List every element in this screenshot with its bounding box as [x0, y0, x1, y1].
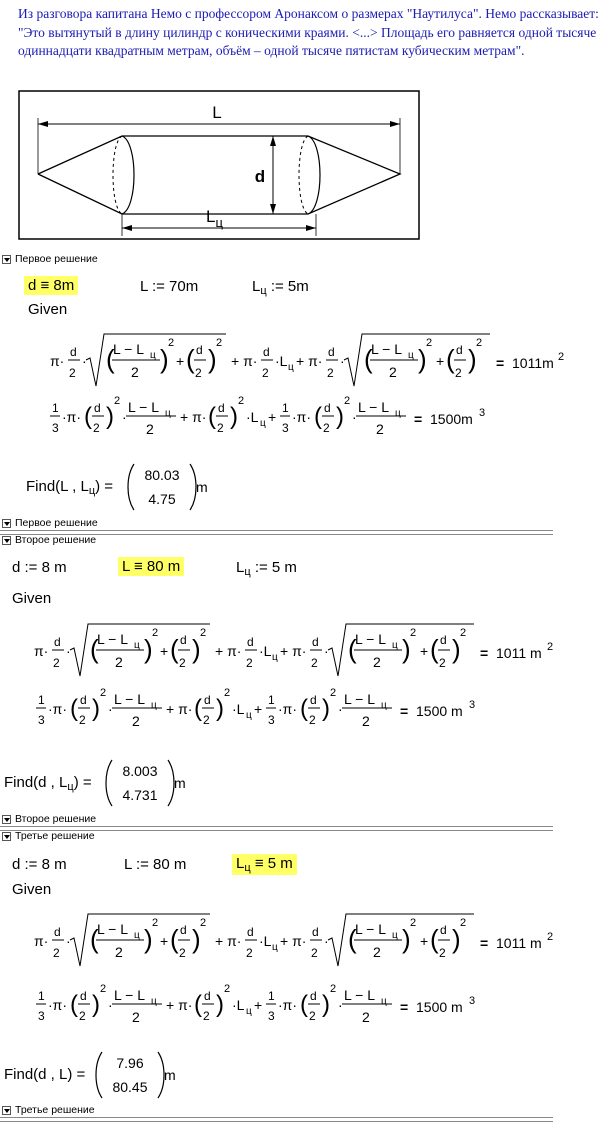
- svg-text:L − L: L − L: [355, 921, 387, 937]
- find-value: 80.03: [144, 467, 180, 483]
- given-label: Given: [28, 301, 68, 318]
- svg-text:+ π·: + π·: [166, 701, 193, 717]
- svg-text:2: 2: [547, 931, 554, 943]
- svg-text:·: ·: [108, 701, 113, 717]
- svg-text:ц: ц: [392, 640, 398, 651]
- svg-text:2: 2: [373, 654, 381, 670]
- svg-text:2: 2: [246, 946, 253, 960]
- eq1-rhs: 1011 m: [496, 935, 542, 951]
- svg-text:+: +: [420, 643, 429, 659]
- collapse-toggle-icon[interactable]: [2, 536, 11, 545]
- svg-text:·: ·: [338, 701, 343, 717]
- svg-text:2: 2: [146, 421, 154, 437]
- given-label: Given: [12, 590, 52, 607]
- svg-text:·L: ·L: [259, 933, 272, 949]
- svg-text:·: ·: [108, 997, 113, 1013]
- find-call[interactable]: Find(L , $L_ц$) =: [26, 478, 114, 497]
- equation-area[interactable]: [32, 620, 602, 680]
- svg-text:2: 2: [93, 421, 100, 435]
- nautilus-diagram: [18, 90, 420, 242]
- svg-text:+ π·: + π·: [280, 933, 307, 949]
- svg-text:2: 2: [330, 687, 337, 699]
- region-title: Третье решение: [15, 1104, 95, 1116]
- svg-text:d: d: [70, 345, 77, 359]
- svg-text:+: +: [160, 643, 169, 659]
- svg-text:L − L: L − L: [355, 631, 387, 647]
- svg-text:3: 3: [479, 407, 486, 419]
- svg-text:2: 2: [53, 656, 60, 670]
- svg-text:ц: ц: [381, 996, 387, 1007]
- svg-text:·: ·: [340, 353, 345, 369]
- svg-text:2: 2: [132, 713, 140, 729]
- svg-text:d: d: [80, 693, 87, 707]
- intro-paragraph: Из разговора капитана Немо с профессором Аронаксом о размерах "Наутилуса". Немо рассказывает: "Это вытянутый в длину цилиндр с коническими краями. <...> Площадь его равняется одной тысяче одиннадцати квадратным метрам, объём – одной тысяче пятистам кубическим метрам".: [18, 6, 599, 58]
- svg-text:2: 2: [558, 351, 565, 363]
- svg-text:2: 2: [238, 395, 245, 407]
- svg-text:2: 2: [311, 946, 318, 960]
- svg-text:d: d: [180, 633, 187, 647]
- equation-area[interactable]: [34, 686, 594, 742]
- svg-text:ц: ц: [272, 652, 278, 663]
- collapse-toggle-icon[interactable]: [2, 1106, 11, 1115]
- svg-text:2: 2: [362, 713, 370, 729]
- svg-text:d: d: [54, 635, 61, 649]
- svg-text:L − L: L − L: [128, 399, 160, 415]
- svg-text:2: 2: [79, 1009, 86, 1023]
- svg-text:(: (: [194, 695, 202, 722]
- svg-text:·: ·: [66, 643, 71, 659]
- var-Lc[interactable]: $L_ц$ := 5 m: [236, 559, 297, 578]
- svg-text:2: 2: [152, 627, 159, 639]
- svg-text:·: ·: [82, 353, 87, 369]
- var-L[interactable]: L ≡ 80 m: [118, 557, 184, 576]
- svg-text:2: 2: [179, 656, 186, 670]
- svg-text:+: +: [176, 353, 185, 369]
- diagram-label-Lc: $L_ц$: [206, 207, 223, 230]
- svg-text:d: d: [54, 925, 61, 939]
- svg-text:(: (: [170, 634, 179, 664]
- svg-text:): ): [468, 344, 477, 374]
- svg-text:d: d: [204, 989, 211, 1003]
- svg-text:3: 3: [52, 421, 59, 435]
- svg-text:2: 2: [115, 944, 123, 960]
- svg-text:2: 2: [216, 337, 223, 349]
- svg-text:L − L: L − L: [97, 921, 129, 937]
- svg-text:d: d: [204, 693, 211, 707]
- svg-text:2: 2: [439, 656, 446, 670]
- svg-text:+ π·: + π·: [280, 643, 307, 659]
- find-value: 80.45: [112, 1079, 148, 1095]
- svg-text:ц: ц: [151, 700, 157, 711]
- svg-text:d: d: [310, 989, 317, 1003]
- svg-text:3: 3: [268, 1009, 275, 1023]
- svg-text:(: (: [446, 344, 455, 374]
- svg-text:d: d: [247, 925, 254, 939]
- svg-text:·π·: ·π·: [48, 997, 67, 1013]
- svg-text:d: d: [440, 923, 447, 937]
- svg-text:ц: ц: [151, 996, 157, 1007]
- svg-text:(: (: [106, 344, 115, 374]
- region-footer-2[interactable]: [0, 814, 603, 826]
- svg-text:2: 2: [376, 421, 384, 437]
- collapse-toggle-icon[interactable]: [2, 815, 11, 824]
- svg-text:L − L: L − L: [114, 987, 146, 1003]
- svg-text:): ): [144, 924, 153, 954]
- svg-text:+: +: [436, 353, 445, 369]
- svg-text:+ π·: + π·: [180, 409, 207, 425]
- svg-text:·π·: ·π·: [48, 701, 67, 717]
- svg-text:2: 2: [131, 364, 139, 380]
- svg-text:+: +: [254, 997, 263, 1013]
- svg-text:d: d: [440, 633, 447, 647]
- region-footer-3[interactable]: [0, 1105, 603, 1117]
- svg-text:(: (: [314, 403, 322, 430]
- svg-text:2: 2: [203, 1009, 210, 1023]
- svg-text:): ): [216, 991, 224, 1018]
- svg-text:2: 2: [100, 687, 107, 699]
- svg-text:2: 2: [200, 917, 207, 929]
- find-call[interactable]: Find(d , $L_ц$) =: [4, 774, 92, 793]
- svg-text:d: d: [456, 343, 463, 357]
- svg-text:(: (: [430, 924, 439, 954]
- svg-text:(: (: [300, 991, 308, 1018]
- var-Lc[interactable]: $L_ц \equiv 5$ m: [232, 854, 297, 875]
- svg-text:=: =: [496, 355, 505, 371]
- svg-text:(: (: [208, 403, 216, 430]
- svg-text:2: 2: [217, 421, 224, 435]
- equation-area[interactable]: [34, 982, 594, 1038]
- eq2-rhs: 1500 m: [416, 999, 463, 1015]
- var-L[interactable]: L := 70m: [140, 278, 199, 295]
- svg-text:3: 3: [469, 995, 476, 1007]
- svg-text:ц: ц: [392, 930, 398, 941]
- svg-text:(: (: [90, 924, 99, 954]
- var-d[interactable]: d := 8 m: [12, 856, 67, 873]
- svg-text:1: 1: [268, 693, 275, 707]
- svg-text:d: d: [324, 401, 331, 415]
- svg-text:2: 2: [344, 395, 351, 407]
- svg-text:ц: ц: [246, 710, 252, 721]
- svg-text:(: (: [186, 344, 195, 374]
- svg-text:d: d: [94, 401, 101, 415]
- svg-text:=: =: [480, 645, 489, 661]
- svg-text:2: 2: [309, 713, 316, 727]
- region-header-3[interactable]: [0, 831, 603, 843]
- svg-text:(: (: [194, 991, 202, 1018]
- svg-text:·π·: ·π·: [292, 409, 311, 425]
- svg-text:3: 3: [469, 699, 476, 711]
- svg-text:ц: ц: [134, 640, 140, 651]
- svg-text:ц: ц: [395, 408, 401, 419]
- svg-text:ц: ц: [381, 700, 387, 711]
- svg-text:3: 3: [38, 1009, 45, 1023]
- svg-text:2: 2: [323, 421, 330, 435]
- svg-text:2: 2: [132, 1009, 140, 1025]
- eq1-rhs: 1011m: [512, 355, 554, 371]
- svg-text:2: 2: [455, 366, 462, 380]
- find-value: 4.75: [148, 491, 176, 507]
- svg-text:1: 1: [282, 401, 289, 415]
- svg-text:2: 2: [410, 917, 417, 929]
- svg-text:): ): [322, 991, 330, 1018]
- svg-text:+ π·: + π·: [296, 353, 323, 369]
- svg-text:2: 2: [195, 366, 202, 380]
- svg-text:2: 2: [179, 946, 186, 960]
- svg-text:2: 2: [69, 366, 76, 380]
- svg-text:): ): [402, 634, 411, 664]
- svg-text:·: ·: [324, 643, 329, 659]
- find-value: 4.731: [122, 787, 158, 803]
- svg-text:d: d: [196, 343, 203, 357]
- find-value: 8.003: [122, 763, 158, 779]
- diagram-label-d: d: [254, 167, 266, 186]
- svg-text:ц: ц: [134, 930, 140, 941]
- svg-text:2: 2: [460, 917, 467, 929]
- svg-text:2: 2: [200, 627, 207, 639]
- svg-text:2: 2: [410, 627, 417, 639]
- svg-text:): ): [192, 924, 201, 954]
- svg-text:+ π·: + π·: [231, 353, 258, 369]
- svg-text:): ): [92, 991, 100, 1018]
- svg-text:2: 2: [203, 713, 210, 727]
- svg-text:2: 2: [373, 944, 381, 960]
- svg-text:2: 2: [330, 983, 337, 995]
- svg-text:(: (: [170, 924, 179, 954]
- var-d[interactable]: d ≡ 8m: [24, 276, 78, 295]
- svg-text:π·: π·: [34, 933, 49, 949]
- eq2-rhs: 1500m: [430, 411, 473, 427]
- svg-text:·: ·: [66, 933, 71, 949]
- svg-text:=: =: [480, 935, 489, 951]
- svg-text:d: d: [263, 345, 270, 359]
- svg-text:): ): [336, 403, 344, 430]
- svg-text:2: 2: [152, 917, 159, 929]
- svg-text:d: d: [180, 923, 187, 937]
- svg-text:2: 2: [362, 1009, 370, 1025]
- svg-text:2: 2: [168, 337, 175, 349]
- svg-text:(: (: [70, 695, 78, 722]
- svg-text:2: 2: [460, 627, 467, 639]
- svg-text:·L: ·L: [246, 409, 259, 425]
- svg-text:ц: ц: [408, 350, 414, 361]
- svg-text:·: ·: [122, 409, 127, 425]
- svg-text:): ): [230, 403, 238, 430]
- svg-text:2: 2: [224, 687, 231, 699]
- svg-text:3: 3: [268, 713, 275, 727]
- region-title: Второе решение: [15, 813, 97, 825]
- svg-text:L − L: L − L: [371, 341, 403, 357]
- svg-text:·L: ·L: [232, 701, 245, 717]
- svg-text:2: 2: [262, 366, 269, 380]
- given-label: Given: [12, 881, 52, 898]
- find-unit: m: [164, 1067, 176, 1083]
- svg-text:): ): [106, 403, 114, 430]
- svg-text:·π·: ·π·: [62, 409, 81, 425]
- find-result-matrix: [126, 462, 216, 512]
- svg-text:ц: ц: [165, 408, 171, 419]
- svg-text:): ): [192, 634, 201, 664]
- svg-text:2: 2: [114, 395, 121, 407]
- svg-text:L − L: L − L: [113, 341, 145, 357]
- svg-text:): ): [160, 344, 169, 374]
- svg-text:1: 1: [38, 693, 45, 707]
- svg-text:π·: π·: [50, 353, 65, 369]
- equation-area[interactable]: [48, 394, 603, 450]
- svg-text:): ): [208, 344, 217, 374]
- svg-text:·: ·: [352, 409, 357, 425]
- region-header-2[interactable]: [0, 535, 603, 547]
- svg-text:1: 1: [38, 989, 45, 1003]
- region-title: Первое решение: [15, 517, 98, 529]
- svg-text:ц: ц: [260, 418, 266, 429]
- svg-text:(: (: [364, 344, 373, 374]
- svg-text:d: d: [312, 635, 319, 649]
- equation-area[interactable]: [32, 910, 602, 970]
- svg-text:·: ·: [338, 997, 343, 1013]
- diagram-label-L: L: [212, 103, 222, 122]
- svg-text:): ): [216, 695, 224, 722]
- svg-text:(: (: [430, 634, 439, 664]
- find-unit: m: [174, 775, 186, 791]
- svg-text:(: (: [348, 924, 357, 954]
- svg-text:2: 2: [53, 946, 60, 960]
- svg-text:d: d: [247, 635, 254, 649]
- region-title: Третье решение: [15, 830, 95, 842]
- find-result-matrix: [104, 758, 194, 808]
- find-unit: m: [196, 479, 208, 495]
- svg-text:): ): [452, 924, 461, 954]
- svg-text:3: 3: [38, 713, 45, 727]
- region-header-1[interactable]: [0, 254, 603, 266]
- svg-text:(: (: [70, 991, 78, 1018]
- collapse-toggle-icon[interactable]: [2, 255, 11, 264]
- svg-text:+: +: [160, 933, 169, 949]
- collapse-toggle-icon[interactable]: [2, 832, 11, 841]
- svg-text:2: 2: [100, 983, 107, 995]
- collapse-toggle-icon[interactable]: [2, 519, 11, 528]
- svg-text:(: (: [348, 634, 357, 664]
- svg-text:2: 2: [115, 654, 123, 670]
- svg-text:·π·: ·π·: [278, 701, 297, 717]
- svg-text:·L: ·L: [232, 997, 245, 1013]
- svg-text:2: 2: [389, 364, 397, 380]
- svg-text:+ π·: + π·: [166, 997, 193, 1013]
- svg-text:=: =: [400, 703, 409, 719]
- region-footer-1[interactable]: [0, 518, 603, 530]
- svg-text:ц: ц: [272, 942, 278, 953]
- svg-text:(: (: [300, 695, 308, 722]
- svg-text:): ): [402, 924, 411, 954]
- region-title: Первое решение: [15, 253, 98, 265]
- svg-text:L − L: L − L: [358, 399, 390, 415]
- svg-text:): ): [92, 695, 100, 722]
- var-d[interactable]: d := 8 m: [12, 559, 67, 576]
- svg-text:d: d: [80, 989, 87, 1003]
- region-end-bar: [0, 1117, 553, 1122]
- svg-text:2: 2: [311, 656, 318, 670]
- svg-text:·L: ·L: [275, 353, 288, 369]
- svg-text:d: d: [328, 345, 335, 359]
- svg-text:·: ·: [324, 933, 329, 949]
- svg-text:(: (: [84, 403, 92, 430]
- svg-text:2: 2: [426, 337, 433, 349]
- svg-text:L − L: L − L: [97, 631, 129, 647]
- svg-text:2: 2: [547, 641, 554, 653]
- svg-text:·L: ·L: [259, 643, 272, 659]
- svg-text:2: 2: [327, 366, 334, 380]
- equation-area[interactable]: [48, 330, 603, 390]
- find-result-matrix: [94, 1050, 184, 1100]
- svg-text:2: 2: [224, 983, 231, 995]
- svg-text:+ π·: + π·: [215, 933, 242, 949]
- svg-text:2: 2: [439, 946, 446, 960]
- svg-text:2: 2: [246, 656, 253, 670]
- svg-text:): ): [452, 634, 461, 664]
- svg-text:ц: ц: [150, 350, 156, 361]
- svg-text:+: +: [254, 701, 263, 717]
- svg-text:d: d: [310, 693, 317, 707]
- svg-text:L − L: L − L: [344, 987, 376, 1003]
- svg-text:1: 1: [52, 401, 59, 415]
- find-value: 7.96: [116, 1055, 144, 1071]
- svg-text:·π·: ·π·: [278, 997, 297, 1013]
- svg-text:=: =: [414, 411, 423, 427]
- svg-text:ц: ц: [246, 1006, 252, 1017]
- svg-text:d: d: [218, 401, 225, 415]
- svg-text:ц: ц: [288, 362, 294, 373]
- svg-text:2: 2: [309, 1009, 316, 1023]
- var-Lc[interactable]: $L_ц$ := 5m: [252, 278, 309, 297]
- svg-text:+: +: [420, 933, 429, 949]
- svg-text:+: +: [268, 409, 277, 425]
- find-call[interactable]: Find(d , L) =: [4, 1066, 86, 1083]
- svg-text:2: 2: [79, 713, 86, 727]
- svg-text:d: d: [312, 925, 319, 939]
- svg-text:3: 3: [282, 421, 289, 435]
- svg-text:): ): [322, 695, 330, 722]
- svg-text:L − L: L − L: [344, 691, 376, 707]
- svg-text:2: 2: [476, 337, 483, 349]
- eq2-rhs: 1500 m: [416, 703, 463, 719]
- svg-text:L − L: L − L: [114, 691, 146, 707]
- svg-text:(: (: [90, 634, 99, 664]
- var-L[interactable]: L := 80 m: [124, 856, 187, 873]
- eq1-rhs: 1011 m: [496, 645, 542, 661]
- svg-text:1: 1: [268, 989, 275, 1003]
- region-title: Второе решение: [15, 534, 97, 546]
- svg-text:=: =: [400, 999, 409, 1015]
- svg-text:+ π·: + π·: [215, 643, 242, 659]
- svg-text:): ): [418, 344, 427, 374]
- svg-text:): ): [144, 634, 153, 664]
- svg-text:π·: π·: [34, 643, 49, 659]
